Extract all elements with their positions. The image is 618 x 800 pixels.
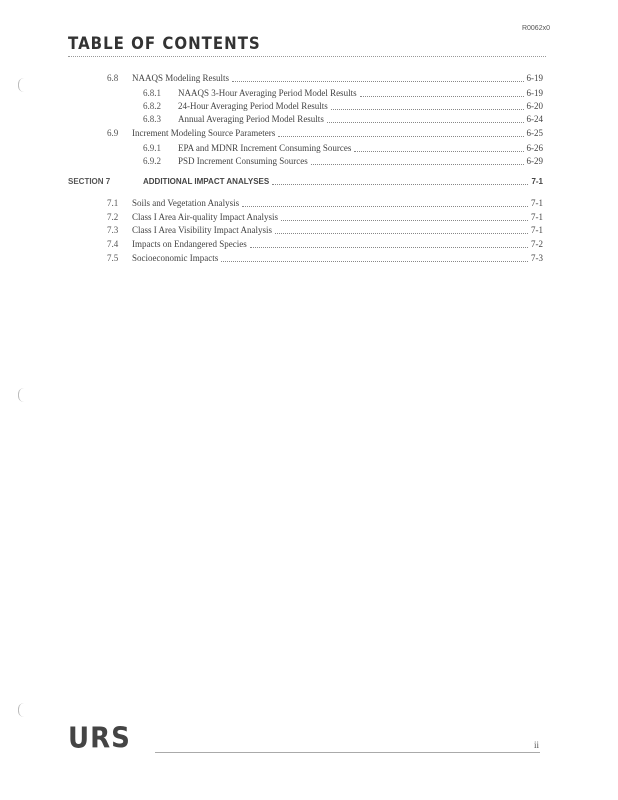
toc-entry-number: 6.9.2 — [143, 156, 161, 166]
urs-logo: URS — [68, 722, 131, 755]
toc-entry-number: 7.1 — [107, 198, 119, 208]
toc-entry — [143, 87, 543, 99]
toc-entry-page: 6-26 — [526, 143, 543, 153]
toc-entry-leader — [272, 184, 528, 185]
toc-entry-leader — [360, 96, 524, 97]
toc-entry-title: EPA and MDNR Increment Consuming Sources — [178, 143, 352, 153]
toc-entry-number: 6.8.3 — [143, 114, 161, 124]
toc-entry — [107, 252, 543, 264]
toc-entry-leader — [327, 122, 524, 123]
toc-entry-leader — [311, 164, 524, 165]
toc-entry-number: 6.8.2 — [143, 101, 161, 111]
toc-entry-number: 7.2 — [107, 212, 119, 222]
toc-entry-page: 6-25 — [526, 128, 543, 138]
toc-entry-page: 6-29 — [526, 156, 543, 166]
binder-hole-mark — [18, 388, 25, 402]
toc-entry-leader — [281, 220, 528, 221]
toc-entry-page: 7-2 — [531, 239, 543, 249]
toc-entry-number: 6.9.1 — [143, 143, 161, 153]
toc-entry-number: 7.3 — [107, 225, 119, 235]
toc-entry-number: 6.8.1 — [143, 88, 161, 98]
footer-divider — [155, 752, 540, 753]
page-title: TABLE OF CONTENTS — [68, 33, 261, 54]
title-divider — [68, 56, 546, 57]
toc-entry-title: Annual Averaging Period Model Results — [178, 114, 324, 124]
toc-entry-page: 6-19 — [526, 88, 543, 98]
toc-entry-title: NAAQS 3-Hour Averaging Period Model Results — [178, 88, 357, 98]
toc-entry-title: Increment Modeling Source Parameters — [132, 128, 276, 138]
toc-entry — [107, 211, 543, 223]
toc-entry-title: Soils and Vegetation Analysis — [132, 198, 240, 208]
toc-entry-number: 6.8 — [107, 73, 119, 83]
toc-entry-page: 7-3 — [531, 253, 543, 263]
toc-entry-page: 7-1 — [531, 225, 543, 235]
toc-entry-page: 6-20 — [526, 101, 543, 111]
toc-entry — [107, 72, 543, 84]
page-number: ii — [534, 740, 540, 750]
document-id: R0062x0 — [521, 25, 550, 32]
toc-entry-title: Impacts on Endangered Species — [132, 239, 247, 249]
toc-entry-title: Socioeconomic Impacts — [132, 253, 219, 263]
toc-entry-title: ADDITIONAL IMPACT ANALYSES — [143, 177, 270, 186]
toc-entry — [107, 238, 543, 250]
toc-entry — [68, 175, 543, 187]
binder-hole-mark — [18, 78, 25, 92]
toc-entry-title: Class I Area Air-quality Impact Analysis — [132, 212, 279, 222]
binder-hole-mark — [18, 703, 25, 717]
toc-entry-number: SECTION 7 — [68, 177, 111, 186]
toc-entry-leader — [232, 81, 523, 82]
toc-entry-title: NAAQS Modeling Results — [132, 73, 230, 83]
toc-entry-leader — [250, 247, 528, 248]
toc-entry-leader — [242, 206, 528, 207]
toc-entry-title: PSD Increment Consuming Sources — [178, 156, 308, 166]
toc-entry-page: 7-1 — [531, 177, 543, 186]
toc-entry-number: 6.9 — [107, 128, 119, 138]
toc-entry — [107, 224, 543, 236]
toc-entry — [107, 197, 543, 209]
toc-entry — [143, 142, 543, 154]
toc-entry-number: 7.4 — [107, 239, 119, 249]
toc-entry-page: 7-1 — [531, 198, 543, 208]
toc-entry — [107, 127, 543, 139]
toc-entry-leader — [278, 136, 523, 137]
toc-entry-title: Class I Area Visibility Impact Analysis — [132, 225, 273, 235]
toc-entry-leader — [221, 261, 528, 262]
toc-entry-page: 6-19 — [526, 73, 543, 83]
toc-entry-number: 7.5 — [107, 253, 119, 263]
toc-entry — [143, 100, 543, 112]
toc-entry — [143, 155, 543, 167]
toc-entry-leader — [354, 151, 523, 152]
toc-entry-leader — [275, 233, 528, 234]
toc-entry-title: 24-Hour Averaging Period Model Results — [178, 101, 328, 111]
toc-entry-page: 7-1 — [531, 212, 543, 222]
toc-entry — [143, 113, 543, 125]
toc-entry-leader — [331, 109, 524, 110]
toc-entry-page: 6-24 — [526, 114, 543, 124]
